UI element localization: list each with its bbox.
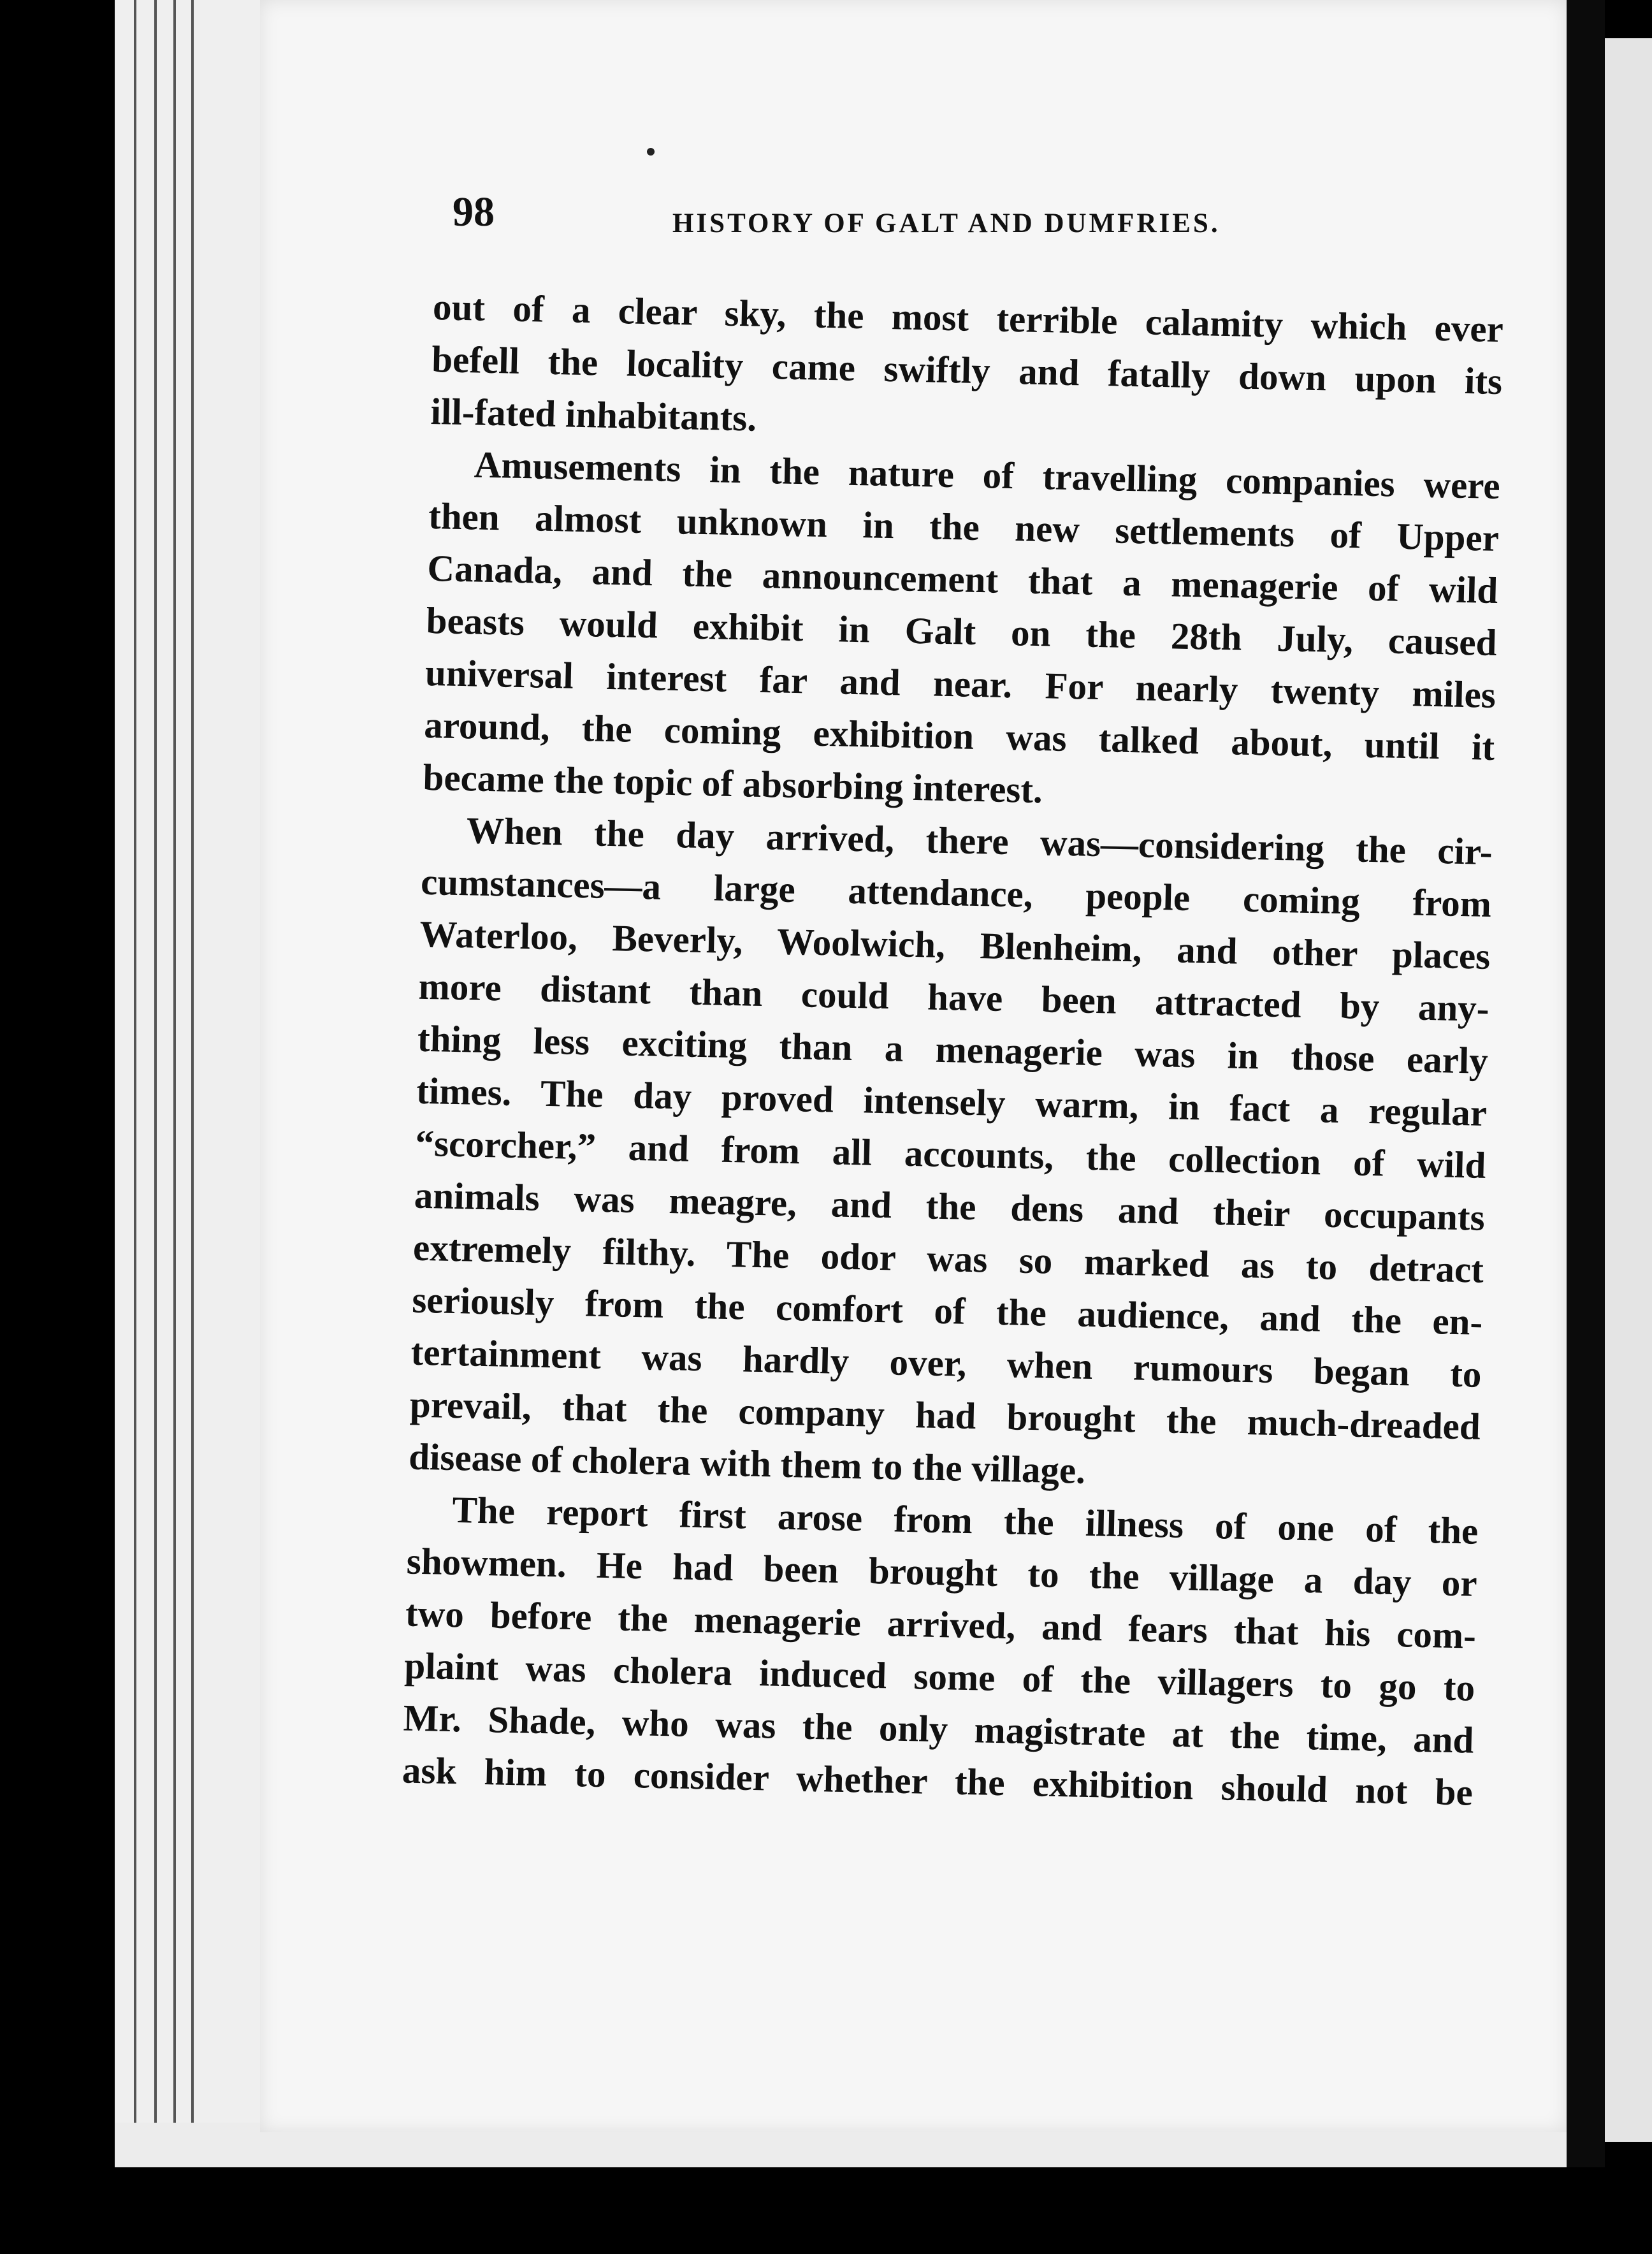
page-edge-line [173,0,176,2167]
scan-background [0,2167,1652,2254]
text-line: beasts would exhibit in Galt on the 28th July, caused [426,599,1498,664]
text-line: Canada, and the announcement that a menagerie of wild [426,546,1498,612]
running-title: HISTORY OF GALT AND DUMFRIES. [672,208,1221,238]
text-line: then almost unknown in the new settlements of Upper [428,494,1500,560]
text-line: universal interest far and near. For nearly twenty miles [424,651,1496,716]
text-line: became the topic of absorbing interest. [422,755,1043,811]
text-line: befell the locality came swiftly and fatally down upon its [431,337,1503,403]
text-line: seriously from the comfort of the audience, and the en- [411,1278,1483,1343]
paragraph [402,1483,1479,1819]
gutter-shadow [1567,0,1605,2167]
page-edge-line [134,0,136,2167]
text-line: Amusements in the nature of travelling companies were [474,443,1501,507]
text-line: “scorcher,” and from all accounts, the collection of wild [414,1121,1486,1186]
text-line: two before the menagerie arrived, and fears that his com- [405,1592,1477,1657]
adjacent-page-sliver [1605,38,1652,2142]
text-line: tertainment was hardly over, when rumours began to [410,1330,1482,1395]
text-line: thing less exciting than a menagerie was in those early [417,1017,1489,1082]
text-line: showmen. He had been brought to the village a day or [406,1539,1478,1604]
ink-speck [647,148,655,156]
page-number: 98 [453,189,495,235]
text-line: around, the coming exhibition was talked about, until it [423,703,1495,769]
text-line: The report first arose from the illness of one of the [451,1488,1479,1552]
left-page-edges [115,0,270,2167]
text-line: out of a clear sky, the most terrible calamity which ever [432,285,1504,351]
paragraph [423,437,1501,825]
text-line: cumstances—a large attendance, people coming from [420,860,1492,925]
paragraph [409,803,1493,1505]
page-edge-line [154,0,157,2167]
text-line: ask him to consider whether the exhibition should not be [402,1749,1474,1814]
page-edge-line [191,0,194,2167]
text-line: times. The day proved intensely warm, in fact a regular [416,1069,1488,1134]
text-line: plaint was cholera induced some of the villagers to go to [403,1644,1475,1709]
text-line: prevail, that the company had brought the much-dreaded [409,1383,1481,1448]
body-text [402,280,1503,1819]
text-line: more distant than could have been attracted by any- [418,964,1490,1029]
text-line: ill-fated inhabitants. [430,389,757,439]
text-line: animals was meagre, and the dens and their occupants [414,1174,1486,1239]
paragraph [430,280,1504,460]
text-line: extremely filthy. The odor was so marked as to detract [412,1226,1484,1291]
text-line: disease of cholera with them to the village. [408,1435,1086,1492]
text-line: Mr. Shade, who was the only magistrate at the time, and [403,1696,1475,1761]
text-line: Waterloo, Beverly, Woolwich, Blenheim, and other places [419,912,1491,977]
text-line: When the day arrived, there was—considering the cir- [466,809,1493,873]
